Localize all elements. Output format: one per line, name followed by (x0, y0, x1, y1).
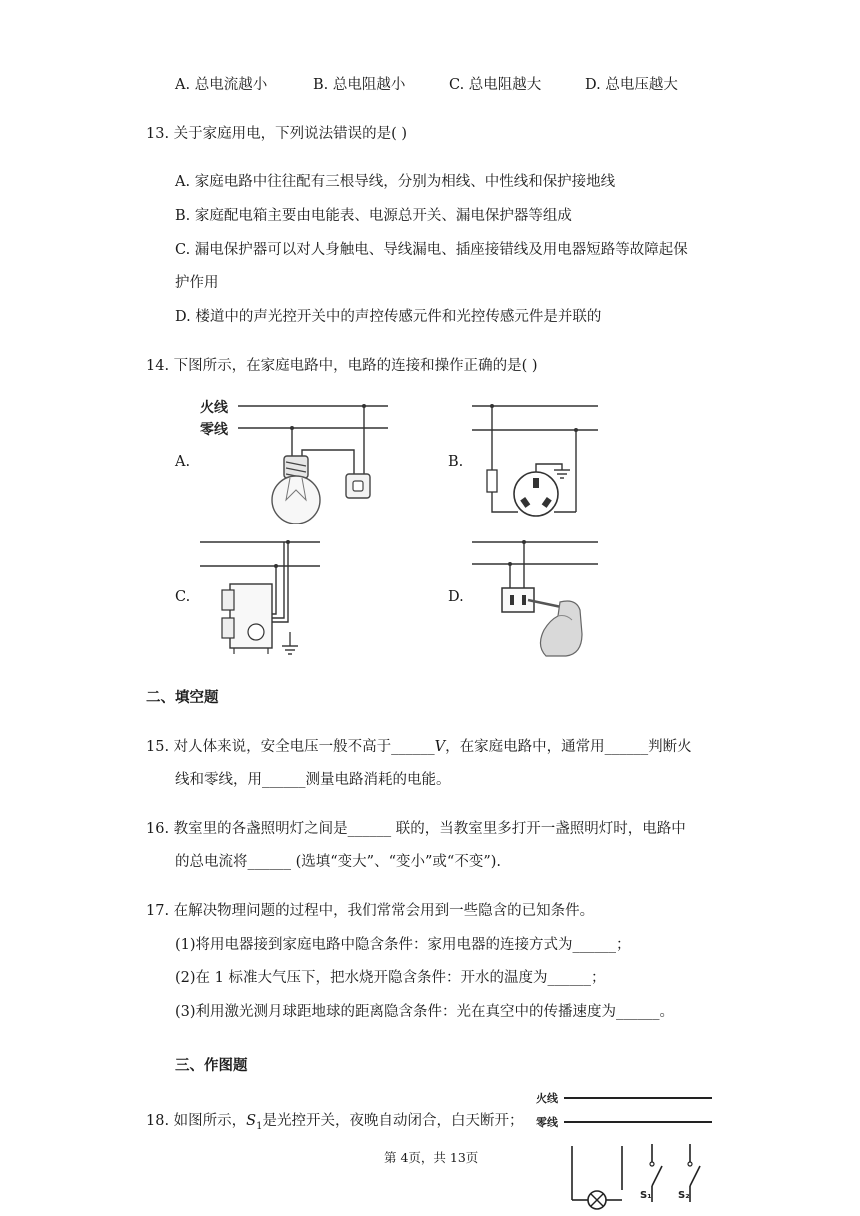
q18-suffix: 是光控开关，夜晚自动闭合，白天断开； (262, 1113, 524, 1129)
three-pin-socket-icon (514, 472, 558, 516)
q18-figure (530, 1086, 730, 1214)
q12-option-b: B. 总电阻越小 (313, 77, 406, 93)
q13-option-b: B. 家庭配电箱主要由电能表、电源总开关、漏电保护器等组成 (175, 208, 572, 224)
ground-icon (554, 470, 570, 478)
q17-item-1: (1)将用电器接到家庭电路中隐含条件：家用电器的连接方式为______； (175, 937, 631, 953)
q18-live-label: 火线 (536, 1092, 558, 1105)
q17-item-3: (3)利用激光测月球距地球的距离隐含条件：光在真空中的传播速度为______。 (175, 1004, 675, 1020)
q14-label-c: C. (175, 589, 191, 605)
q14-figure-b (470, 398, 602, 526)
washing-machine-icon (222, 584, 272, 654)
fig-a-neutral-label: 零线 (200, 422, 228, 438)
switch-s1-icon (650, 1144, 662, 1202)
lamp-icon (588, 1191, 606, 1209)
bulb-icon (272, 456, 320, 524)
q15-text-b: ，在家庭电路中，通常用______判断火 (445, 739, 692, 755)
q12-option-c: C. 总电阻越大 (449, 77, 542, 93)
q14-label-a: A. (175, 454, 191, 470)
q16-line-2: 的总电流将______ (选填“变大”、“变小”或“不变”). (175, 854, 502, 870)
q14-label-d: D. (448, 589, 464, 605)
q15-line-1 (146, 735, 692, 756)
q12-option-d: D. 总电压越大 (585, 77, 678, 93)
switch-s2-icon (688, 1144, 700, 1202)
q14-figure-c (198, 532, 324, 660)
section-2-heading: 二、填空题 (146, 689, 219, 706)
q12-option-a: A. 总电流越小 (175, 77, 268, 93)
q13-stem: 13. 关于家庭用电，下列说法错误的是( ) (146, 126, 408, 142)
q13-option-c-cont: 护作用 (175, 275, 219, 291)
q14-stem: 14. 下图所示，在家庭电路中，电路的连接和操作正确的是( ) (146, 358, 538, 374)
q14-figure-d (470, 536, 602, 660)
q15-text-a: 15. 对人体来说，安全电压一般不高于______ (146, 739, 435, 755)
q16-line-1: 16. 教室里的各盏照明灯之间是______ 联的，当教室里多打开一盏照明灯时，电路中 (146, 821, 686, 837)
q18-neutral-label: 零线 (536, 1116, 558, 1129)
q18-line-1 (146, 1109, 523, 1132)
page-footer: 第 4页，共 13页 (384, 1150, 479, 1165)
q15-unit: V (434, 739, 446, 755)
q13-option-a: A. 家庭电路中往往配有三根导线，分别为相线、中性线和保护接地线 (175, 174, 616, 190)
q18-symbol: S (246, 1113, 257, 1129)
q13-option-d: D. 楼道中的声光控开关中的声控传感元件和光控传感元件是并联的 (175, 309, 602, 325)
q17-stem: 17. 在解决物理问题的过程中，我们常常会用到一些隐含的已知条件。 (146, 903, 595, 919)
q18-s2-label: S₂ (678, 1190, 690, 1201)
section-3-heading: 三、作图题 (175, 1057, 248, 1074)
q18-symbol-sub: 1 (256, 1120, 263, 1132)
q15-line-2: 线和零线，用______测量电路消耗的电能。 (175, 772, 451, 788)
q18-prefix: 18. 如图所示， (146, 1113, 247, 1129)
hand-with-tester-icon (528, 600, 582, 656)
q13-option-c: C. 漏电保护器可以对人身触电、导线漏电、插座接错线及用电器短路等故障起保 (175, 242, 688, 258)
q17-item-2: (2)在 1 标准大气压下，把水烧开隐含条件：开水的温度为______； (175, 970, 606, 986)
fuse-icon (487, 470, 497, 492)
q18-s1-label: S₁ (640, 1190, 652, 1201)
fig-a-live-label: 火线 (200, 400, 228, 416)
ground-icon (282, 646, 298, 654)
q14-figure-a (198, 392, 394, 524)
q14-label-b: B. (448, 454, 464, 470)
